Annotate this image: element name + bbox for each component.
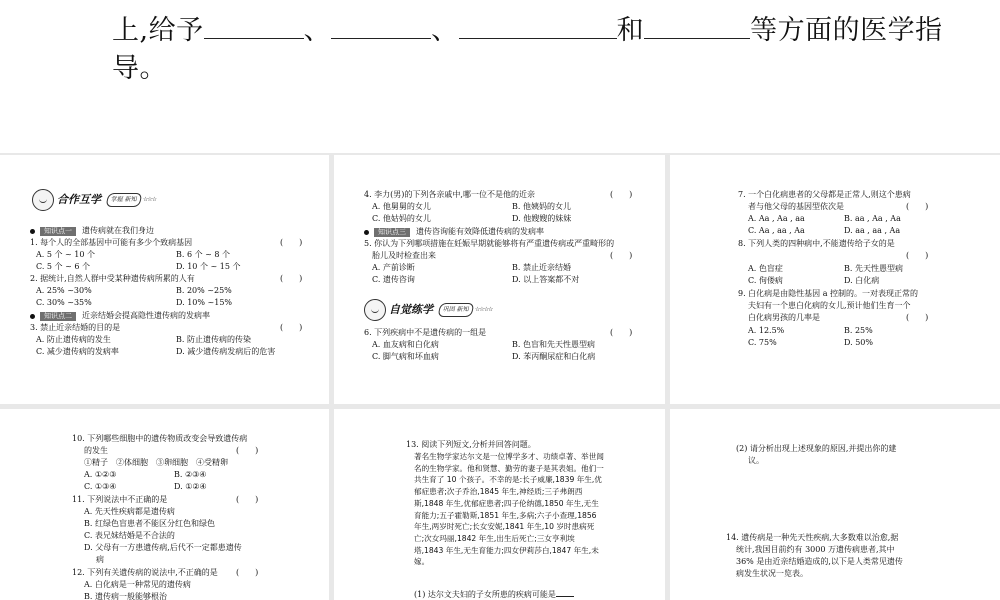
section-title: 遗传病就在我们身边	[82, 226, 154, 235]
banner-line-1	[112, 8, 943, 47]
section-tag: 知识点三	[374, 228, 410, 237]
option-a[interactable]: A. 防止遗传病的发生	[36, 335, 111, 344]
answer-blank-5[interactable]	[556, 595, 574, 597]
option-d-cont: 病	[96, 555, 104, 564]
bullet-icon	[364, 230, 369, 235]
answer-paren-12[interactable]: ( )	[236, 568, 259, 577]
option-b[interactable]: B. 色盲和先天性愚型病	[512, 340, 595, 349]
question-5-cont: 胎儿及时检查出来	[372, 251, 436, 260]
answer-paren-10[interactable]: ( )	[236, 446, 259, 455]
logo-badge: 掌握 新知	[106, 193, 143, 207]
option-c[interactable]: C. ①③④	[84, 482, 117, 491]
option-d[interactable]: D. 以上答案都不对	[512, 275, 580, 284]
option-b[interactable]: B. 防止遗传病的传染	[176, 335, 251, 344]
answer-paren-4[interactable]: ( )	[610, 190, 633, 199]
option-a[interactable]: A. 先天性疾病都是遗传病	[84, 507, 175, 516]
section-title: 遗传咨询能有效降低遗传病的发病率	[416, 227, 544, 236]
section-title: 近亲结婚会提高隐性遗传病的发病率	[82, 311, 210, 320]
option-d[interactable]: D. 10 个 ~ 15 个	[176, 262, 241, 271]
option-a[interactable]: A. 色盲症	[748, 264, 783, 273]
bullet-icon	[30, 314, 35, 319]
option-b[interactable]: B. 红绿色盲患者不能区分红色和绿色	[84, 519, 215, 528]
question-5: 5. 你认为下列哪项措施在妊娠早期就能够将有严重遗传病或严重畸形的	[364, 239, 615, 248]
star-icons: ☆☆☆	[142, 196, 157, 204]
logo-title: 合作互学	[57, 193, 101, 207]
option-d[interactable]: D. 父母有一方患遗传病,后代不一定都患遗传	[84, 543, 242, 552]
question-11: 11. 下列说法中不正确的是	[72, 495, 168, 504]
question-1: 1. 每个人的全部基因中可能有多少个致病基因	[30, 238, 193, 247]
option-c[interactable]: C. Aa , aa , Aa	[748, 226, 805, 235]
option-a[interactable]: A. 血友病和白化病	[372, 340, 439, 349]
sub-question-2: (2) 请分析出现上述现象的原因,并提出你的建	[736, 444, 897, 453]
answer-paren-3[interactable]: ( )	[280, 323, 303, 332]
option-a[interactable]: A. 12.5%	[748, 326, 785, 335]
answer-paren-6[interactable]: ( )	[610, 328, 633, 337]
question-7-cont: 者与他父母的基因型依次是	[748, 202, 844, 211]
answer-paren-11[interactable]: ( )	[236, 495, 259, 504]
option-a[interactable]: A. 他舅舅的女儿	[372, 202, 431, 211]
answer-blank-1[interactable]	[204, 35, 304, 39]
option-d[interactable]: D. 苯丙酮尿症和白化病	[512, 352, 596, 361]
option-d[interactable]: D. ①②④	[174, 482, 207, 491]
option-d[interactable]: D. 白化病	[844, 276, 880, 285]
slide-panel-4[interactable]	[0, 409, 329, 600]
section-heading-1	[30, 225, 154, 237]
question-14-cont-3: 病发生状况一览表。	[736, 569, 808, 578]
answer-paren-8[interactable]: ( )	[906, 251, 929, 260]
banner-sep-2: 、	[431, 15, 459, 46]
banner-text-3: 等方面的医学指	[750, 15, 943, 46]
option-d[interactable]: D. 50%	[844, 338, 873, 347]
option-b[interactable]: B. 禁止近亲结婚	[512, 263, 571, 272]
slide-panel-2[interactable]	[334, 155, 665, 404]
answer-blank-3[interactable]	[459, 35, 617, 39]
sub-question-1-line	[414, 589, 574, 600]
reading-passage: 著名生物学家达尔文是一位博学多才、功绩卓著、举世闻名的生物学家。他和贤慧、勤劳的妻子是其表姐。他们一共生育了 10 个孩子。不幸的是:长子威廉,1839 年生,优郁症患者;次子乔治,1845 年生,神经质;三子弗朗西斯,1848 年生,优郁症患者;四子伦纳德,1850 年生,无生育能力;五子霍勒斯,1851 年生,多病;六子小查理,1856 年生,两岁时死亡;长女安妮,1841 年生,10 岁时患病死亡;次女玛丽,1842 年生,出生后死亡;三女亨利埃塔,1843 年生,无生育能力;四女伊莉莎白,1847 年生,未嫁。	[414, 452, 604, 567]
question-9: 9. 白化病是由隐性基因 a 控制的。一对表现正常的	[738, 289, 919, 298]
section-tag: 知识点一	[40, 227, 76, 236]
option-b[interactable]: B. 6 个 ~ 8 个	[176, 250, 231, 259]
option-c[interactable]: C. 佝偻病	[748, 276, 783, 285]
option-c[interactable]: C. 脚气病和坏血病	[372, 352, 439, 361]
question-7: 7. 一个白化病患者的父母都是正常人,则这个患病	[738, 190, 911, 199]
cooperative-learning-logo	[32, 189, 156, 211]
question-4: 4. 李力(男)的下列各亲戚中,哪一位不是他的近亲	[364, 190, 535, 199]
sub-question-2-cont: 议。	[748, 456, 764, 465]
question-14: 14. 遗传病是一种先天性疾病,大多数难以治愈,据	[726, 533, 899, 542]
option-c[interactable]: C. 减少遗传病的发病率	[36, 347, 119, 356]
bullet-icon	[30, 229, 35, 234]
option-d[interactable]: D. 他嫂嫂的妹妹	[512, 214, 572, 223]
banner-text-2: 和	[616, 15, 645, 46]
answer-blank-4[interactable]	[644, 35, 750, 39]
question-3: 3. 禁止近亲结婚的目的是	[30, 323, 121, 332]
star-icons: ☆☆☆☆	[474, 306, 493, 314]
option-a[interactable]: A. 白化病是一种常见的遗传病	[84, 580, 191, 589]
question-12: 12. 下列有关遗传病的说法中,不正确的是	[72, 568, 218, 577]
option-c[interactable]: C. 遗传咨询	[372, 275, 415, 284]
option-c[interactable]: C. 5 个 ~ 6 个	[36, 262, 90, 271]
slide-panel-1[interactable]	[0, 155, 329, 404]
answer-paren-9[interactable]: ( )	[906, 313, 929, 322]
question-10-cont: 的发生	[84, 446, 108, 455]
option-b[interactable]: B. 先天性愚型病	[844, 264, 903, 273]
option-b[interactable]: B. 他姨妈的女儿	[512, 202, 571, 211]
option-b[interactable]: B. ②③④	[174, 470, 207, 479]
slide-panel-5[interactable]	[334, 409, 665, 600]
question-2: 2. 据统计,自然人群中受某种遗传病所累的人有	[30, 274, 195, 283]
question-14-cont: 统计,我国目前约有 3000 万遗传病患者,其中	[736, 545, 895, 554]
answer-paren-2[interactable]: ( )	[280, 274, 303, 283]
question-8: 8. 下列人类的四种病中,不能遗传给子女的是	[738, 239, 895, 248]
option-b[interactable]: B. 20% ~25%	[176, 286, 232, 295]
mascot-icon	[364, 299, 386, 321]
option-b[interactable]: B. 遗传病一般能够根治	[84, 592, 167, 600]
option-b[interactable]: B. 25%	[844, 326, 873, 335]
option-c[interactable]: C. 表兄妹结婚是不合法的	[84, 531, 175, 540]
question-14-cont-2: 36% 是由近亲结婚造成的,以下是人类常见遗传	[736, 557, 903, 566]
option-a[interactable]: A. ①②③	[84, 470, 117, 479]
logo-badge: 巩固 新知	[438, 303, 475, 317]
top-banner	[0, 0, 1000, 150]
answer-blank-2[interactable]	[331, 35, 431, 39]
logo-title: 自觉练学	[389, 303, 433, 317]
question-9-cont-2: 白化病男孩的几率是	[748, 313, 820, 322]
option-a[interactable]: A. Aa , Aa , aa	[748, 214, 805, 223]
option-d[interactable]: D. 减少遗传病发病后的危害	[176, 347, 276, 356]
section-tag: 知识点二	[40, 312, 76, 321]
self-practice-logo	[364, 299, 492, 321]
question-9-cont: 夫妇有一个患白化病的女儿,预计他们生育一个	[748, 301, 911, 310]
slide-panel-3[interactable]	[670, 155, 1000, 404]
banner-sep-1: 、	[303, 15, 332, 46]
option-c[interactable]: C. 75%	[748, 338, 777, 347]
answer-paren-1[interactable]: ( )	[280, 238, 303, 247]
slide-panel-6[interactable]	[670, 409, 1000, 600]
banner-text-1: 上,给予	[112, 15, 204, 46]
question-10: 10. 下列哪些细胞中的遗传物质改变会导致遗传病	[72, 434, 248, 443]
answer-paren-7[interactable]: ( )	[906, 202, 929, 211]
section-heading-2	[30, 310, 210, 322]
question-10-items: ①精子 ②体细胞 ③卵细胞 ④受精卵	[84, 458, 228, 467]
answer-paren-5[interactable]: ( )	[610, 251, 633, 260]
option-d[interactable]: D. 10% ~15%	[176, 298, 233, 307]
mascot-icon	[32, 189, 54, 211]
option-a[interactable]: A. 产前诊断	[372, 263, 415, 272]
banner-line-2: 导。	[112, 53, 167, 84]
option-a[interactable]: A. 25% ~30%	[36, 286, 92, 295]
option-d[interactable]: D. aa , aa , Aa	[844, 226, 901, 235]
section-heading-3	[364, 226, 544, 238]
question-13: 13. 阅读下列短文,分析并回答问题。	[406, 440, 536, 449]
question-6: 6. 下列疾病中不是遗传病的一组是	[364, 328, 487, 337]
option-a[interactable]: A. 5 个 ~ 10 个	[36, 250, 96, 259]
sub-question-1: (1) 达尔文夫妇的子女所患的疾病可能是	[414, 590, 556, 599]
slide-grid	[0, 153, 1000, 600]
option-c[interactable]: C. 他姑妈的女儿	[372, 214, 431, 223]
option-b[interactable]: B. aa , Aa , Aa	[844, 214, 901, 223]
option-c[interactable]: C. 30% ~35%	[36, 298, 92, 307]
